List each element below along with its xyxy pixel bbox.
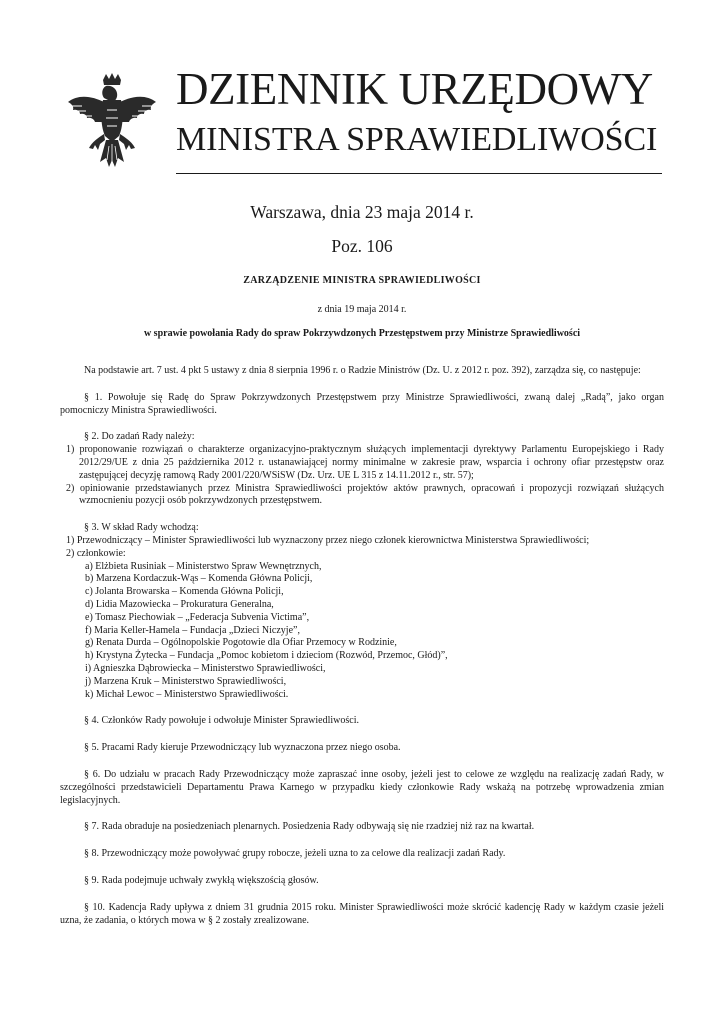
section-1: § 1. Powołuje się Radę do Spraw Pokrzywdzonych Przestępstwem przy Ministrze Sprawiedliwości, zwaną dalej „Radą”, jako organ pomocniczy Ministra Sprawiedliwości. bbox=[60, 391, 664, 416]
section-2-intro: § 2. Do zadań Rady należy: bbox=[84, 431, 195, 443]
member-entry: c) Jolanta Browarska – Komenda Główna Policji, bbox=[85, 586, 284, 598]
member-entry: h) Krystyna Żytecka – Fundacja „Pomoc kobietom i dzieciom (Rozwód, Przemoc, Głód)”, bbox=[85, 650, 448, 662]
member-entry: f) Maria Keller-Hamela – Fundacja „Dzieci Niczyje”, bbox=[85, 624, 300, 636]
section-9: § 9. Rada podejmuje uchwały zwykłą większością głosów. bbox=[84, 874, 319, 886]
section-2-item: 1) proponowanie rozwiązań o charakterze organizacyjno-praktycznym służących implementacji dyrektywy Parlamentu Europejskiego i Rady 2012/29/UE z dnia 25 października 2012 r. ustanawiającej normy minimalne w zakresie praw, wsparcia i ochrony ofiar przestępstw oraz zastępującej decyzję ramową Rady 2001/220/WSiSW (Dz. Urz. UE L 315 z 14.11.2012 r., str. 57); bbox=[66, 444, 664, 481]
member-entry: d) Lidia Mazowiecka – Prokuratura Generalna, bbox=[85, 598, 274, 610]
section-4: § 4. Członków Rady powołuje i odwołuje Minister Sprawiedliwości. bbox=[84, 715, 359, 727]
section-6: § 6. Do udziału w pracach Rady Przewodniczący może zapraszać inne osoby, jeżeli jest to celowe ze względu na realizację zadań Rady, w szczególności przedstawicieli Departamentu Prawa Karnego w przypadku kiedy członkowie Rady wskażą na potrzebę wprowadzenia zmian legislacyjnych. bbox=[60, 768, 664, 806]
member-entry: a) Elżbieta Rusiniak – Ministerstwo Spraw Wewnętrznych, bbox=[85, 560, 322, 572]
section-2-item: 2) opiniowanie przedstawianych przez Ministra Sprawiedliwości projektów aktów prawnych, opracowań i propozycji rozwiązań służących wzmocnieniu pozycji osób pokrzywdzonych przestępstwem. bbox=[66, 482, 664, 507]
member-entry: j) Marzena Kruk – Ministerstwo Sprawiedliwości, bbox=[85, 675, 287, 687]
place-date: Warszawa, dnia 23 maja 2014 r. bbox=[250, 202, 474, 222]
section-10: § 10. Kadencja Rady upływa z dniem 31 grudnia 2015 roku. Minister Sprawiedliwości może skrócić kadencję Rady w każdym czasie jeżeli uzna, że zadania, o których mowa w § 2 zostały zrealizowane. bbox=[60, 901, 664, 926]
journal-title: DZIENNIK URZĘDOWY bbox=[176, 64, 653, 114]
journal-subtitle: MINISTRA SPRAWIEDLIWOŚCI bbox=[176, 121, 658, 158]
section-5: § 5. Pracami Rady kieruje Przewodniczący lub wyznaczona przez niego osoba. bbox=[84, 742, 401, 754]
member-entry: k) Michał Lewoc – Ministerstwo Sprawiedliwości. bbox=[85, 688, 289, 700]
member-entry: b) Marzena Kordaczuk-Wąs – Komenda Główna Policji, bbox=[85, 573, 313, 585]
member-entry: i) Agnieszka Dąbrowiecka – Ministerstwo Sprawiedliwości, bbox=[85, 662, 326, 674]
act-title: ZARZĄDZENIE MINISTRA SPRAWIEDLIWOŚCI bbox=[243, 275, 481, 286]
section-3-item-chair: 1) Przewodniczący – Minister Sprawiedliwości lub wyznaczony przez niego członek kierownictwa Ministerstwa Sprawiedliwości; bbox=[66, 534, 590, 546]
member-entry: g) Renata Durda – Ogólnopolskie Pogotowie dla Ofiar Przemocy w Rodzinie, bbox=[85, 637, 397, 649]
polish-eagle-icon bbox=[62, 72, 162, 172]
section-3-item-members: 2) członkowie: bbox=[66, 547, 126, 559]
section-3-intro: § 3. W skład Rady wchodzą: bbox=[84, 522, 199, 534]
act-body bbox=[60, 365, 664, 927]
member-entry: e) Tomasz Piechowiak – „Federacja Subvenia Victima”, bbox=[85, 611, 310, 623]
position-number: Poz. 106 bbox=[331, 236, 393, 256]
act-date: z dnia 19 maja 2014 r. bbox=[317, 304, 407, 315]
journal-header bbox=[62, 64, 662, 176]
section-7: § 7. Rada obraduje na posiedzeniach plenarnych. Posiedzenia Rady odbywają się nie rzadziej niż raz na kwartał. bbox=[84, 821, 535, 833]
section-8: § 8. Przewodniczący może powoływać grupy robocze, jeżeli uzna to za celowe dla realizacji zadań Rady. bbox=[84, 848, 506, 860]
header-divider bbox=[176, 173, 662, 174]
act-subject: w sprawie powołania Rady do spraw Pokrzywdzonych Przestępstwem przy Ministrze Sprawiedliwości bbox=[143, 328, 581, 339]
preamble: Na podstawie art. 7 ust. 4 pkt 5 ustawy z dnia 8 sierpnia 1996 r. o Radzie Ministrów (Dz. U. z 2012 r. poz. 392), zarządza się, co następuje: bbox=[84, 365, 641, 376]
